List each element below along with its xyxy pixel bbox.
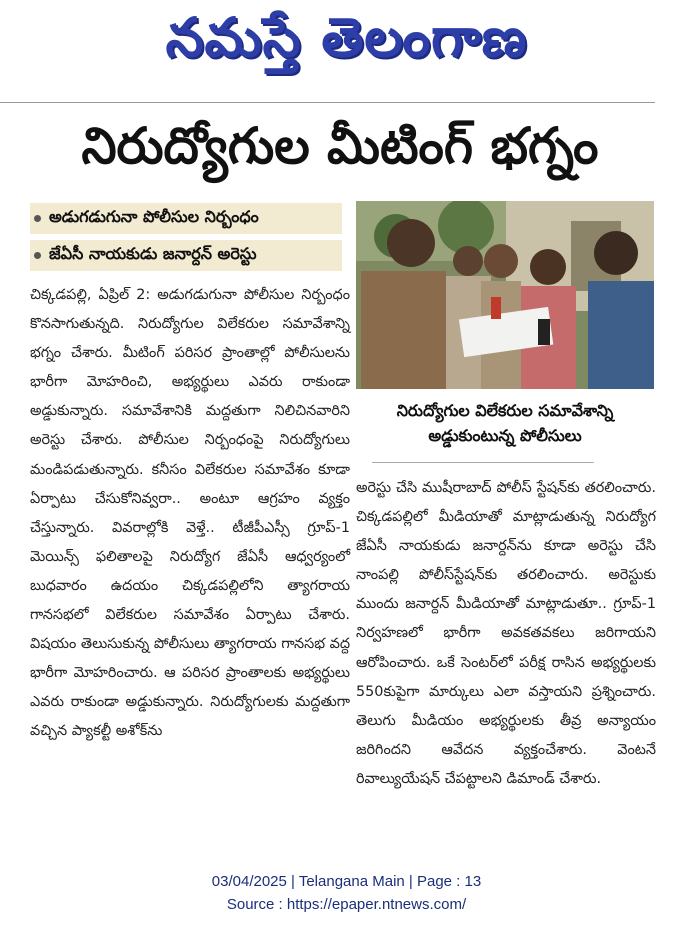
footer-source-link[interactable]: Source : https://epaper.ntnews.com/ bbox=[226, 896, 467, 913]
bullet-icon bbox=[34, 215, 41, 222]
article-headline: నిరుద్యోగుల మీటింగ్ భగ్నం bbox=[81, 116, 599, 175]
highlights-box bbox=[30, 203, 342, 273]
highlight-item bbox=[30, 203, 342, 234]
article-column-right bbox=[356, 474, 656, 834]
highlight-text: జేఏసీ నాయకుడు జనార్దన్ అరెస్టు bbox=[49, 244, 257, 263]
highlight-item bbox=[30, 240, 342, 271]
article-column-left bbox=[30, 281, 350, 836]
newspaper-logo-title: నమస్తే తెలంగాణ bbox=[165, 5, 528, 69]
masthead-divider bbox=[0, 102, 655, 103]
masthead bbox=[0, 4, 693, 84]
article-body-right: అరెస్టు చేసి ముషీరాబాద్ పోలీస్ స్టేషన్‌కు తరలించారు. చిక్కడపల్లిలో మీడియాతో మాట్లాడుతున్న నిరుద్యోగ జేఏసీ నాయకుడు జనార్దన్‌ను కూడా అరెస్టు చేసి నాంపల్లి పోలీస్‌స్టేషన్‌కు తరలించారు. అరెస్టుకు ముందు జనార్దన్ మీడియాతో మాట్లాడుతూ.. గ్రూప్-1 నిర్వహణలో భారీగా అవకతవకలు జరిగాయని ఆరోపించారు. ఒకే సెంటర్‌లో పరీక్ష రాసిన అభ్యర్థులకు 550కుపైగా మార్కులు ఎలా వస్తాయని ప్రశ్నించారు. తెలుగు మీడియం అభ్యర్థులకు తీవ్ర అన్యాయం జరిగిందని ఆవేదన వ్యక్తంచేశారు. వెంటనే రివాల్యుయేషన్ చేపట్టాలని డిమాండ్ చేశారు. bbox=[356, 480, 656, 787]
highlight-text: అడుగడుగునా పోలీసుల నిర్బంధం bbox=[49, 207, 259, 226]
footer-date-edition: 03/04/2025 | Telangana Main | Page : 13 bbox=[211, 873, 482, 890]
photo-caption: నిరుద్యోగుల విలేకరుల సమావేశాన్ని అడ్డుకుంటున్న పోలీసులు bbox=[396, 401, 614, 445]
bullet-icon bbox=[34, 252, 41, 259]
article-body-left: చిక్కడపల్లి, ఏప్రిల్ 2: అడుగడుగునా పోలీసుల నిర్బంధం కొనసాగుతున్నది. నిరుద్యోగుల విలేకరుల సమావేశాన్ని భగ్నం చేశారు. మీటింగ్ పరిసర ప్రాంతాల్లో పోలీసులను భారీగా మోహరించి, అభ్యర్థులు ఎవరు రాకుండా అడ్డుకున్నారు. సమావేశానికి మద్దతుగా నిలిచినవారిని అరెస్టు చేశారు. పోలీసుల నిర్బంధంపై నిరుద్యోగులు మండిపడుతున్నారు. కనీసం విలేకరుల సమావేశం కూడా ఏర్పాటు చేసుకోనివ్వరా.. అంటూ ఆగ్రహం వ్యక్తం చేస్తున్నారు. వివరాల్లోకి వెళ్తే.. టీజీపీఎస్సీ గ్రూప్-1 మెయిన్స్ ఫలితాలపై నిరుద్యోగ జేఏసీ ఆధ్వర్యంలో బుధవారం ఉదయం చిక్కడపల్లిలోని త్యాగరాయ గానసభలో విలేకరుల సమావేశం ఏర్పాటు చేశారు. విషయం తెలుసుకున్న పోలీసులు త్యాగరాయ గానసభ వద్ద భారీగా మోహరించారు. ఆ పరిసర ప్రాంతాలకు అభ్యర్థులు ఎవరు రాకుండా అడ్డుకున్నారు. నిరుద్యోగులకు మద్దతుగా వచ్చిన ప్యాకల్టీ అశోక్‌ను bbox=[30, 287, 350, 740]
caption-divider bbox=[372, 462, 594, 463]
news-photo bbox=[356, 201, 654, 389]
source-footer bbox=[0, 870, 693, 916]
police-press-photo-illustration bbox=[356, 201, 654, 389]
